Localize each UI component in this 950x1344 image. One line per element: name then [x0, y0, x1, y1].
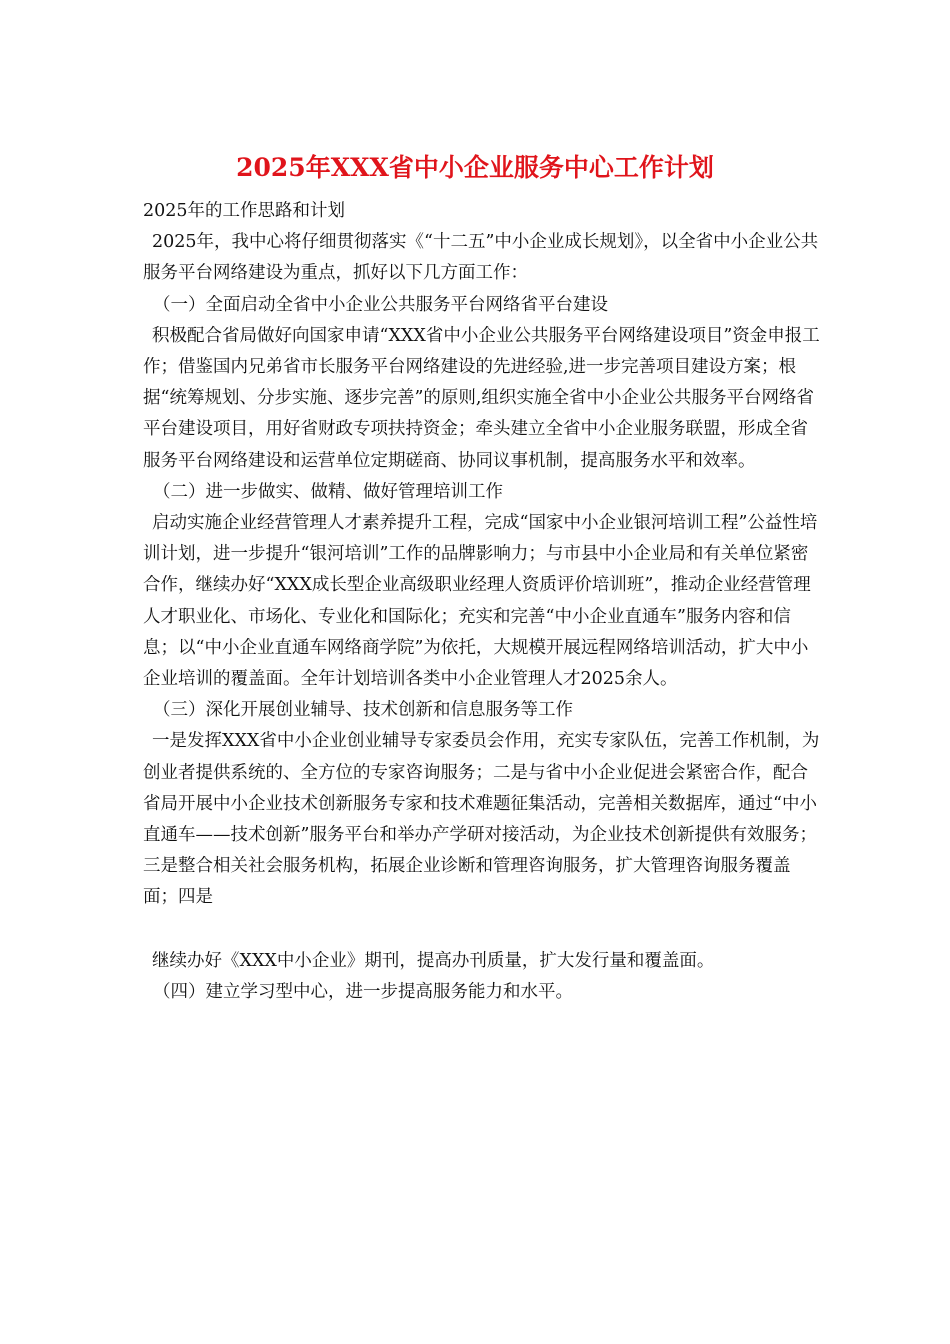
section-1-heading: （一）全面启动全省中小企业公共服务平台网络省平台建设	[153, 294, 608, 315]
paragraph-gap	[143, 914, 823, 946]
document-subtitle: 2025年的工作思路和计划	[143, 201, 346, 221]
section-2-body: 启动实施企业经营管理人才素养提升工程，完成“国家中小企业银河培训工程”公益性培训计划，进一步提升“银河培训”工作的品牌影响力；与市县中小企业局和有关单位紧密合作，继续办好“XXX成长型企业高级职业经理人资质评价培训班”，推动企业经营管理人才职业化、市场化、专业化和国际化；充实和完善“中小企业直通车”服务内容和信息；以“中小企业直通车网络商学院”为依托，大规模开展远程网络培训活动，扩大中小企业培训的覆盖面。全年计划培训各类中小企业管理人才2025余人。	[143, 513, 818, 690]
section-4-heading: （四）建立学习型中心，进一步提高服务能力和水平。	[153, 981, 573, 1002]
section-1-body: 积极配合省局做好向国家申请“XXX省中小企业公共服务平台网络建设项目”资金申报工作；借鉴国内兄弟省市长服务平台网络建设的先进经验,进一步完善项目建设方案；根据“统筹规划、分步实施、逐步完善”的原则,组织实施全省中小企业公共服务平台网络省平台建设项目，用好省财政专项扶持资金；牵头建立全省中小企业服务联盟，形成全省服务平台网络建设和运营单位定期磋商、协同议事机制，提高服务水平和效率。	[143, 325, 820, 471]
intro-paragraph: 2025年，我中心将仔细贯彻落实《“十二五”中小企业成长规划》，以全省中小企业公共服务平台网络建设为重点，抓好以下几方面工作：	[143, 232, 819, 284]
section-3-body: 一是发挥XXX省中小企业创业辅导专家委员会作用，充实专家队伍，完善工作机制，为创业者提供系统的、全方位的专家咨询服务；二是与省中小企业促进会紧密合作，配合省局开展中小企业技术创新服务专家和技术难题征集活动，完善相关数据库，通过“中小直通车——技术创新”服务平台和举办产学研对接活动，为企业技术创新提供有效服务；三是整合相关社会服务机构，拓展企业诊断和管理咨询服务，扩大管理咨询服务覆盖面；四是	[143, 731, 820, 908]
document-body	[143, 196, 823, 1008]
section-3-continuation: 继续办好《XXX中小企业》期刊，提高办刊质量，扩大发行量和覆盖面。	[152, 950, 715, 971]
document-title: 2025年XXX省中小企业服务中心工作计划	[236, 153, 714, 182]
section-2-heading: （二）进一步做实、做精、做好管理培训工作	[153, 481, 503, 502]
section-3-heading: （三）深化开展创业辅导、技术创新和信息服务等工作	[153, 700, 573, 721]
